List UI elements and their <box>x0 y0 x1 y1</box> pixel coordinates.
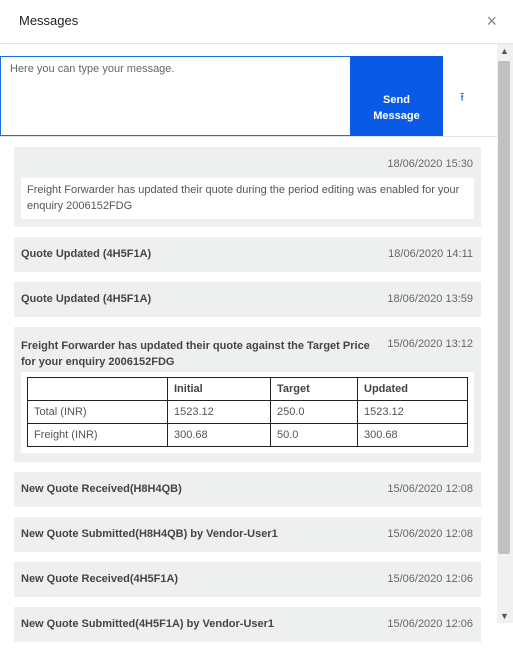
message-list <box>14 147 481 652</box>
scroll-up-icon[interactable]: ▲ <box>500 46 509 56</box>
list-item <box>14 282 481 317</box>
scrollbar-thumb[interactable] <box>498 61 510 554</box>
message-input[interactable] <box>0 56 351 136</box>
message-date: 15/06/2020 12:06 <box>387 618 473 630</box>
upload-icon[interactable]: ⭱ <box>460 90 465 104</box>
table-cell: 250.0 <box>271 401 358 424</box>
price-table-container <box>21 372 474 453</box>
table-cell: 1523.12 <box>358 401 468 424</box>
table-cell: 1523.12 <box>168 401 271 424</box>
table-cell: 300.68 <box>358 424 468 447</box>
messages-scroll-area[interactable] <box>0 44 497 630</box>
send-label-line2: Message <box>373 110 420 122</box>
send-message-button[interactable] <box>350 56 443 136</box>
message-date: 18/06/2020 15:30 <box>387 158 473 170</box>
table-cell: Total (INR) <box>28 401 168 424</box>
vertical-scrollbar[interactable] <box>497 44 513 623</box>
message-date: 15/06/2020 13:12 <box>387 338 473 350</box>
table-cell: 300.68 <box>168 424 271 447</box>
table-header-cell: Target <box>271 378 358 401</box>
message-date: 15/06/2020 12:08 <box>387 528 473 540</box>
list-item <box>14 517 481 552</box>
message-date: 18/06/2020 13:59 <box>387 293 473 305</box>
list-item <box>14 472 481 507</box>
list-item <box>14 147 481 227</box>
table-row <box>28 424 468 447</box>
dialog-title: Messages <box>19 13 79 28</box>
message-title: Quote Updated (4H5F1A) <box>21 293 152 305</box>
message-body: Freight Forwarder has updated their quote during the period editing was enabled for your enquiry 2006152FDG <box>21 178 474 219</box>
message-date: 18/06/2020 14:11 <box>388 248 473 260</box>
list-item <box>14 562 481 597</box>
list-item <box>14 327 481 462</box>
message-title: New Quote Submitted(H8H4QB) by Vendor-User1 <box>21 528 278 540</box>
message-title: Quote Updated (4H5F1A) <box>21 248 152 260</box>
message-title: New Quote Received(4H5F1A) <box>21 573 179 585</box>
dialog-header <box>0 0 513 44</box>
list-item <box>14 237 481 272</box>
table-cell: 50.0 <box>271 424 358 447</box>
table-row <box>28 401 468 424</box>
table-header-cell: Updated <box>358 378 468 401</box>
table-cell: Freight (INR) <box>28 424 168 447</box>
message-date: 15/06/2020 12:08 <box>387 483 473 495</box>
send-label-line1: Send <box>383 94 410 106</box>
table-header-cell: Initial <box>168 378 271 401</box>
scroll-down-icon[interactable]: ▼ <box>500 611 509 621</box>
message-title: Freight Forwarder has updated their quote against the Target Price for your enquiry 2006152FDG <box>21 340 370 368</box>
message-composer <box>0 56 497 137</box>
list-item <box>14 607 481 642</box>
table-header-cell <box>28 378 168 401</box>
message-date: 15/06/2020 12:06 <box>387 573 473 585</box>
table-header-row <box>28 378 468 401</box>
close-icon[interactable]: × <box>486 11 497 31</box>
message-title: New Quote Received(H8H4QB) <box>21 483 182 495</box>
message-title: New Quote Submitted(4H5F1A) by Vendor-User1 <box>21 618 275 630</box>
price-comparison-table <box>27 377 468 447</box>
